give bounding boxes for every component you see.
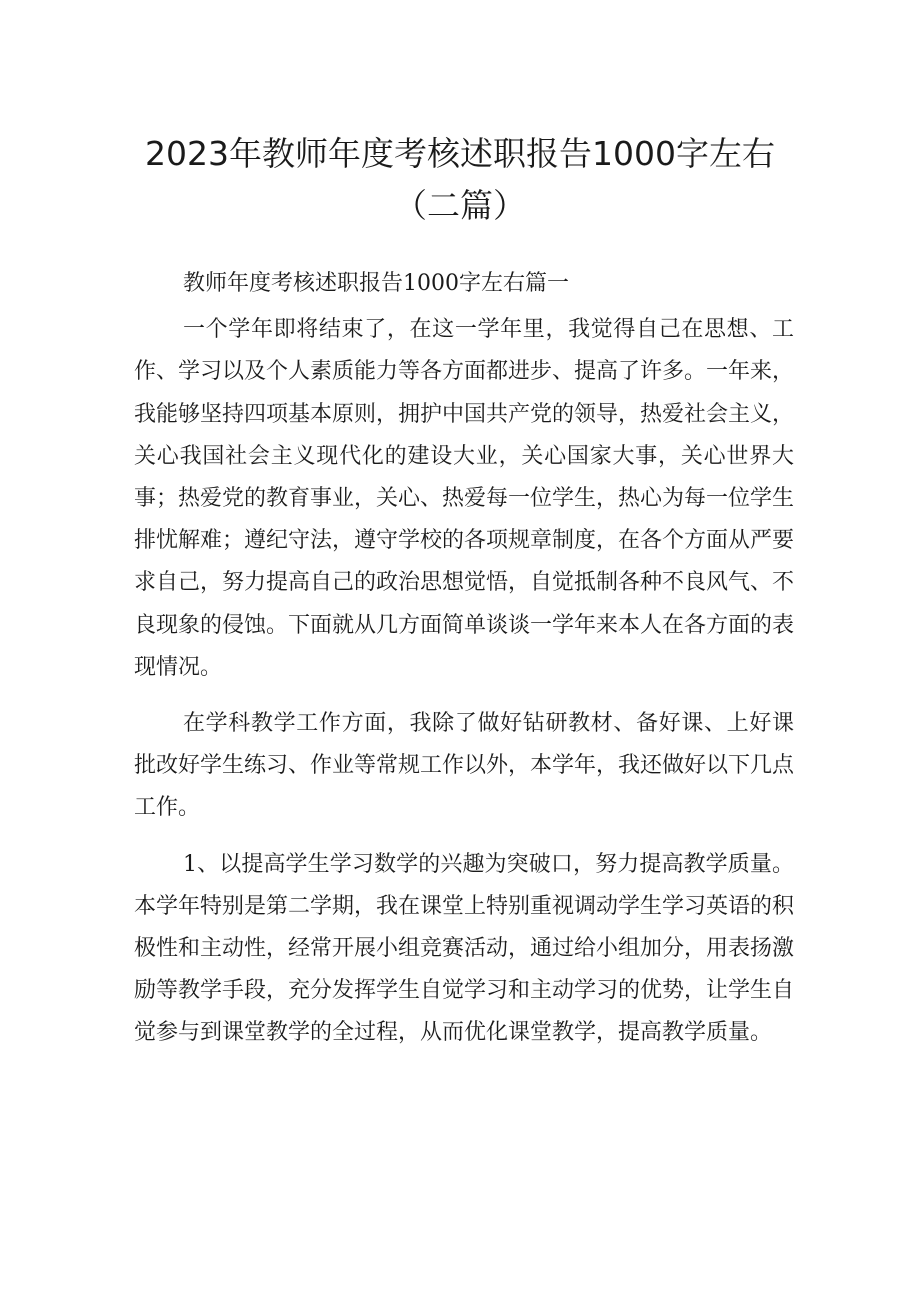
paragraph-teaching: 在学科教学工作方面，我除了做好钻研教材、备好课、上好课批改好学生练习、作业等常规工作以外，本学年，我还做好以下几点工作。 [134, 711, 795, 821]
document-title: 2023年教师年度考核述职报告1000字左右（二篇） [145, 134, 775, 225]
paragraph-point-1: 1、以提高学生学习数学的兴趣为突破口，努力提高教学质量。本学年特别是第二学期，我在课堂上特别重视调动学生学习英语的积极性和主动性，经常开展小组竞赛活动，通过给小组加分，用表扬激励等教学手段，充分发挥学生自觉学习和主动学习的优势，让学生自觉参与到课堂教学的全过程，从而优化课堂教学，提高教学质量。 [134, 851, 795, 1046]
document-body [134, 263, 794, 1069]
paragraph-intro: 一个学年即将结束了，在这一学年里，我觉得自己在思想、工作、学习以及个人素质能力等各方面都进步、提高了许多。一年来，我能够坚持四项基本原则，拥护中国共产党的领导，热爱社会主义，关心我国社会主义现代化的建设大业，关心国家大事，关心世界大事；热爱党的教育事业，关心、热爱每一位学生，热心为每一位学生排忧解难；遵纪守法，遵守学校的各项规章制度，在各个方面从严要求自己，努力提高自己的政治思想觉悟，自觉抵制各种不良风气、不良现象的侵蚀。下面就从几方面简单谈谈一学年来本人在各方面的表现情况。 [134, 317, 795, 680]
section-heading: 教师年度考核述职报告1000字左右篇一 [183, 271, 569, 296]
